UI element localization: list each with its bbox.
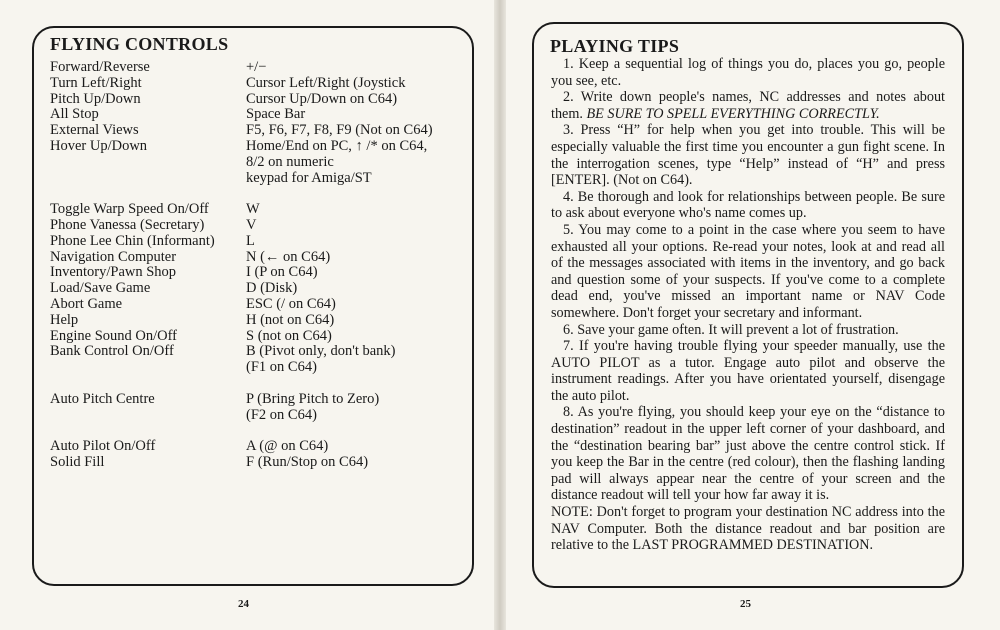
playing-tips-title: PLAYING TIPS (550, 36, 680, 56)
control-row (50, 392, 460, 408)
control-key: Home/End on PC, ↑ /* on C64, (246, 137, 428, 154)
tip-text: 6. Save your game often. It will prevent a lot of frustration. (563, 321, 899, 338)
tip-item (551, 338, 945, 404)
tip-text: 4. Be thorough and look for relationships between people. Be sure to ask about everyone who's name comes up. (551, 188, 945, 222)
flying-controls-title: FLYING CONTROLS (50, 34, 229, 54)
control-key: +/− (246, 59, 267, 75)
control-key: ESC (/ on C64) (246, 295, 336, 312)
control-key: N (← on C64) (246, 248, 331, 265)
control-key: F5, F6, F7, F8, F9 (Not on C64) (246, 122, 433, 139)
control-row (50, 171, 460, 187)
control-action (50, 360, 246, 376)
tip-item (551, 89, 945, 122)
control-row (50, 92, 460, 108)
control-key: F (Run/Stop on C64) (246, 453, 369, 470)
control-action: Solid Fill (50, 453, 105, 470)
control-action: Inventory/Pawn Shop (50, 264, 177, 281)
control-row (50, 139, 460, 155)
control-action: Load/Save Game (50, 280, 151, 297)
control-key: 8/2 on numeric (246, 153, 334, 170)
control-action: Toggle Warp Speed On/Off (50, 201, 209, 218)
control-action: Engine Sound On/Off (50, 327, 178, 344)
control-action: Help (50, 311, 79, 328)
control-row (50, 360, 460, 376)
control-key: Cursor Left/Right (Joystick (246, 74, 406, 91)
control-row (50, 455, 460, 471)
control-row (50, 408, 460, 424)
tips-list (551, 56, 945, 554)
control-row (50, 202, 460, 218)
tip-text: 1. Keep a sequential log of things you do, places you go, people you see, etc. (551, 56, 945, 89)
control-key: I (P on C64) (246, 264, 318, 281)
control-key: H (not on C64) (246, 311, 335, 328)
control-row (50, 265, 460, 281)
control-key: L (246, 232, 255, 249)
control-row (50, 234, 460, 250)
control-action: Auto Pilot On/Off (50, 438, 156, 455)
control-action: Bank Control On/Off (50, 343, 174, 360)
control-action: Turn Left/Right (50, 74, 142, 91)
control-action: Forward/Reverse (50, 59, 150, 75)
control-key: (F1 on C64) (246, 359, 317, 376)
control-action (50, 171, 246, 187)
control-row (50, 123, 460, 139)
control-key: (F2 on C64) (246, 406, 317, 423)
control-key: B (Pivot only, don't bank) (246, 343, 396, 360)
control-row (50, 329, 460, 345)
control-key: S (not on C64) (246, 327, 332, 344)
control-row (50, 155, 460, 171)
control-row (50, 313, 460, 329)
tip-text: 8. As you're flying, you should keep your eye on the “distance to destination” readout in the upper left corner of your dashboard, and the “destination bearing bar” just above the centre control stick. If you keep the Bar in the centre (red colour), then the flashing landing pad will always appear near the centre of your screen and the distance readout will tell your how far away it is. (551, 404, 945, 504)
control-key: W (246, 201, 260, 218)
control-action: Pitch Up/Down (50, 90, 141, 107)
control-key: D (Disk) (246, 280, 298, 297)
control-action: Navigation Computer (50, 248, 177, 265)
book-spine (494, 0, 506, 630)
control-action: Abort Game (50, 295, 123, 312)
control-action: Phone Vanessa (Secretary) (50, 216, 205, 233)
control-row (50, 218, 460, 234)
control-action: All Stop (50, 106, 99, 123)
control-row (50, 281, 460, 297)
control-action (50, 408, 246, 424)
control-row (50, 60, 460, 76)
control-action: Auto Pitch Centre (50, 390, 155, 407)
control-action: Phone Lee Chin (Informant) (50, 232, 215, 249)
tip-item (551, 122, 945, 188)
tip-item (551, 189, 945, 222)
control-row (50, 250, 460, 266)
control-key: P (Bring Pitch to Zero) (246, 390, 380, 407)
tip-item (551, 322, 945, 339)
control-action: External Views (50, 122, 139, 139)
control-key: keypad for Amiga/ST (246, 169, 372, 186)
tip-text: 5. You may come to a point in the case where you seem to have exhausted all your options. Re-read your notes, look at and read all of the messages associated with items in the inventory, and go back and question some of your suspects. If you've come to a complete dead end, you've missed an important name or NAV Code somewhere. Don't forget your secretary and informant. (551, 221, 945, 321)
control-key: V (246, 216, 257, 233)
tip-item (551, 404, 945, 504)
tip-text: 2. Write down people's names, NC addresses and notes about them. (551, 89, 945, 122)
tip-emphasis: BE SURE TO SPELL EVERYTHING CORRECTLY. (586, 105, 880, 122)
control-key: Space Bar (246, 106, 306, 123)
control-key: Cursor Up/Down on C64) (246, 90, 398, 107)
tip-text: 3. Press “H” for help when you get into trouble. This will be especially valuable the first time you encounter a gun fight scene. In the interrogation scenes, type “Help” instead of “H” and press [ENTER]. (Not on C64). (551, 122, 945, 189)
tip-item (551, 222, 945, 322)
tip-item (551, 56, 945, 89)
control-row (50, 297, 460, 313)
control-action (50, 155, 246, 171)
control-row (50, 107, 460, 123)
control-action: Hover Up/Down (50, 137, 148, 154)
page-number-right: 25 (740, 598, 751, 610)
page-number-left: 24 (238, 598, 249, 610)
tip-text: 7. If you're having trouble flying your speeder manually, use the AUTO PILOT as a tutor. Engage auto pilot and observe the instrument readings. After you have orientated yourself, disengage the auto pilot. (551, 338, 945, 404)
controls-list (50, 60, 460, 471)
control-row (50, 344, 460, 360)
control-key: A (@ on C64) (246, 438, 329, 455)
note-paragraph: NOTE: Don't forget to program your destination NC address into the NAV Computer. Both the distance readout and bar position are relative to the LAST PROGRAMMED DESTINATION. (551, 504, 945, 554)
control-row (50, 439, 460, 455)
control-row (50, 76, 460, 92)
